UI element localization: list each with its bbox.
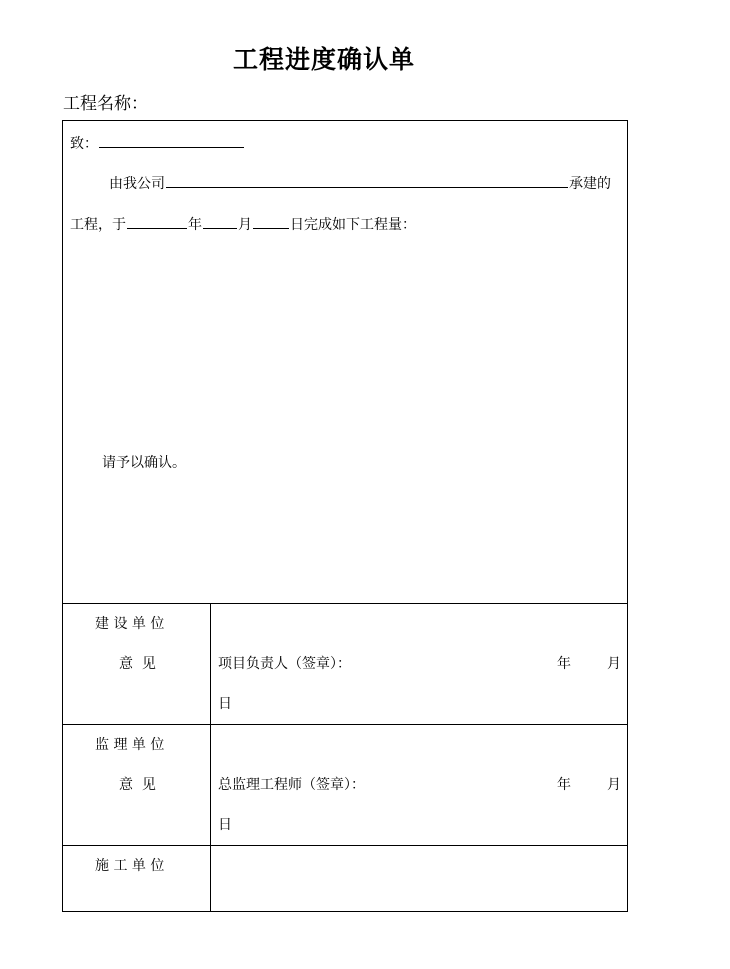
recipient-blank[interactable] — [99, 133, 244, 148]
completion-date-line — [70, 214, 416, 233]
supervision-unit-label: 监 理 单 位 — [95, 737, 165, 753]
confirmation-form — [62, 120, 628, 912]
day-suffix: 日完成如下工程量： — [290, 217, 416, 233]
day-blank[interactable] — [253, 214, 289, 229]
project-name-label: 工程名称： — [63, 94, 148, 114]
month-label: 月 — [238, 217, 252, 233]
page-title: 工程进度确认单 — [233, 45, 416, 74]
construction-year-label: 年 — [557, 656, 571, 672]
to-label: 致： — [70, 136, 98, 152]
supervision-signer-label: 总监理工程师（签章）： — [218, 777, 365, 793]
divider-construction — [63, 603, 627, 604]
confirm-text: 请予以确认。 — [102, 455, 186, 471]
construction-unit-label: 建 设 单 位 — [95, 616, 165, 632]
supervision-year-label: 年 — [557, 777, 571, 793]
line2-prefix: 工程，于 — [70, 217, 126, 233]
supervision-opinion-label: 意 见 — [119, 777, 156, 793]
month-blank[interactable] — [203, 214, 237, 229]
to-line — [70, 133, 245, 152]
divider-supervision — [63, 724, 627, 725]
company-line — [109, 173, 611, 192]
company-prefix: 由我公司 — [109, 176, 165, 192]
construction-day-label: 日 — [218, 696, 232, 712]
contractor-unit-label: 施 工 单 位 — [95, 858, 165, 874]
supervision-day-label: 日 — [218, 817, 232, 833]
construction-month-label: 月 — [607, 656, 621, 672]
construction-opinion-label: 意 见 — [119, 656, 156, 672]
divider-contractor — [63, 845, 627, 846]
company-blank[interactable] — [166, 173, 568, 188]
year-blank[interactable] — [127, 214, 187, 229]
supervision-month-label: 月 — [607, 777, 621, 793]
column-divider — [210, 603, 211, 912]
year-label: 年 — [188, 217, 202, 233]
company-suffix: 承建的 — [569, 176, 611, 192]
construction-signer-label: 项目负责人（签章）： — [218, 656, 351, 672]
